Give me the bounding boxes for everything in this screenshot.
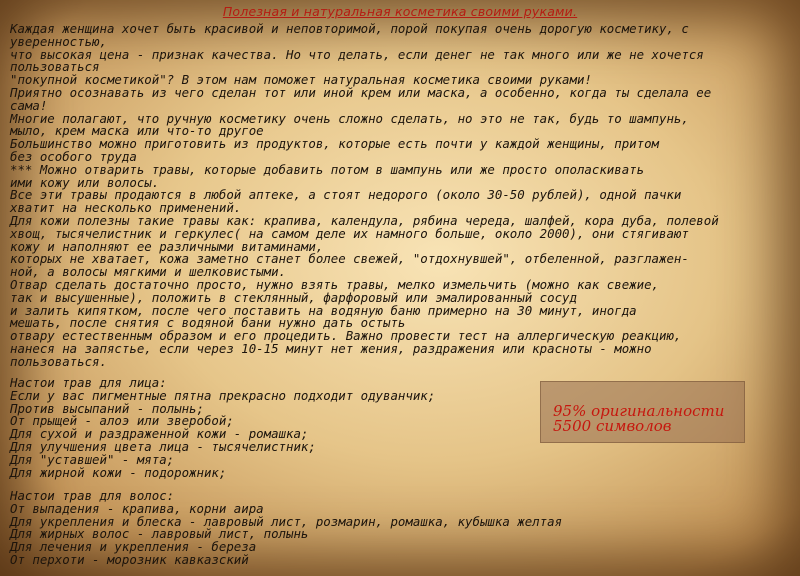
body-text-line: мешать, после снятия с водяной бани нужно дать остыть [10, 315, 406, 331]
body-text-line: ной, а волосы мягкими и шелковистыми. [10, 264, 287, 280]
stats-box [540, 381, 745, 443]
article-body [10, 23, 790, 369]
face-herbs-line: Настои трав для лица: [10, 375, 167, 390]
body-text-line: хвощ, тысячелистник и геркулес( на самом деле их намного больше, около 2000), они стягивают [10, 225, 689, 241]
face-herbs-line: Для улучшения цвета лица - тысячелистник; [10, 438, 316, 454]
originality-stat: 95% оригинальности [553, 402, 725, 420]
face-herbs-line: Для "уставшей" - мята; [10, 451, 175, 467]
body-text-line: "покупной косметикой"? В этом нам поможет натуральная косметика своими руками! [10, 72, 592, 88]
body-text-line: что высокая цена - признак качества. Но что делать, если денег не так много или же не хочется [10, 46, 704, 62]
body-text-line: сама! [10, 97, 48, 113]
body-text-line: Отвар сделать достаточно просто, нужно взять травы, мелко измельчить (можно как свежие, [10, 276, 660, 292]
face-herbs-line: Против высыпаний - полынь; [10, 400, 204, 416]
body-text-line: Каждая женщина хочет быть красивой и неповторимой, порой покупая очень дорогую косметику, с [10, 21, 689, 36]
body-text-line: без особого труда [10, 148, 137, 164]
body-text-line: и залить кипятком, после чего поставить на водяную баню примерно на 30 минут, иногда [10, 302, 637, 318]
hair-herbs-line: Настои трав для волос: [10, 488, 175, 503]
hair-herbs-list [10, 490, 790, 567]
body-text-line: ими кожу или волосы. [10, 174, 160, 190]
body-text-line: так и высушенные), положить в стеклянный, фарфоровый или эмалированный сосуд [10, 289, 577, 305]
body-text-line: кожу и наполняют ее различными витаминами, [10, 238, 324, 254]
body-text-line: Большинство можно приготовить из продуктов, которые есть почти у каждой женщины, притом [10, 136, 660, 152]
page-title: Полезная и натуральная косметика своими руками. [222, 4, 578, 19]
body-text-line: пользоваться. [10, 353, 107, 369]
body-text-line: хватит на несколько применений. [10, 200, 242, 216]
symbols-stat: 5500 символов [553, 417, 672, 435]
hair-herbs-line: Для укрепления и блеска - лавровый лист, розмарин, ромашка, кубышка желтая [10, 513, 563, 529]
face-herbs-line: От прыщей - алоэ или зверобой; [10, 413, 234, 429]
body-text-line: Все эти травы продаются в любой аптеке, а стоят недорого (около 30-50 рублей), одной пачки [10, 187, 682, 203]
body-text-line: Для кожи полезны такие травы как: крапива, календула, рябина череда, шалфей, кора дуба, полевой [10, 212, 719, 228]
body-text-line: пользоваться [10, 59, 100, 75]
hair-herbs-line: Для жирных волос - лавровый лист, полынь [10, 526, 309, 542]
body-text-line: которых не хватает, кожа заметно станет более свежей, "отдохнувшей", отбеленной, разглажен- [10, 251, 689, 267]
body-text-line: нанеся на запястье, если через 10-15 минут нет жения, раздражения или красноты - можно [10, 340, 652, 356]
body-text-line: Многие полагают, что ручную косметику очень сложно сделать, но это не так, будь то шампунь, [10, 110, 689, 126]
face-herbs-line: Для жирной кожи - подорожник; [10, 464, 227, 480]
face-herbs-line: Для сухой и раздраженной кожи - ромашка; [10, 426, 309, 442]
body-text-line: *** Можно отварить травы, которые добавить потом в шампунь или же просто ополаскивать [10, 161, 645, 177]
body-text-line: уверенностью, [10, 33, 107, 49]
face-herbs-line: Если у вас пигментные пятна прекрасно подходит одуванчик; [10, 387, 436, 403]
hair-herbs-line: Для лечения и укрепления - береза [10, 539, 257, 555]
body-text-line: Приятно осознавать из чего сделан тот или иной крем или маска, а особенно, когда ты сделала ее [10, 84, 712, 100]
body-text-line: мыло, крем маска или что-то другое [10, 123, 264, 139]
body-text-line: отвару естественным образом и его процедить. Важно провести тест на аллергическую реакцию, [10, 328, 682, 344]
hair-herbs-line: От выпадения - крапива, корни аира [10, 500, 264, 516]
hair-herbs-line: От перхоти - морозник кавказский [10, 551, 249, 567]
